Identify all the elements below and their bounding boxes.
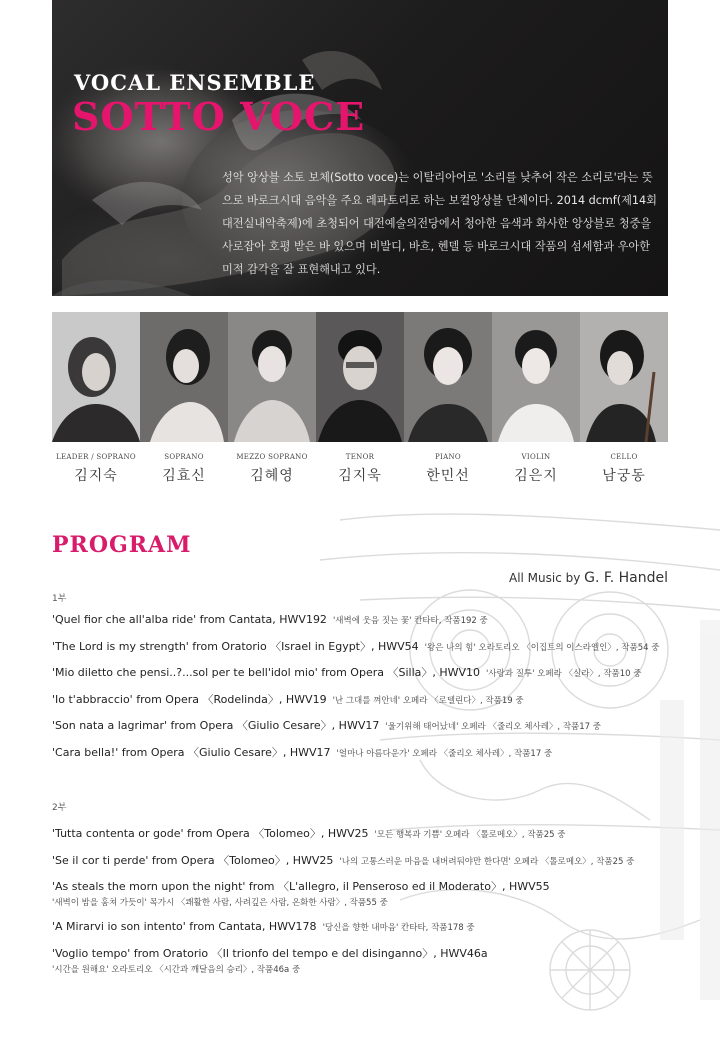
part-2-label: 2부: [52, 803, 67, 813]
work-title: 'Voglio tempo' from Oratorio 〈Il trionfo del tempo e del disinganno〉, HWV46a: [52, 946, 488, 960]
hero-banner: [52, 0, 668, 296]
member-card: [140, 312, 228, 486]
member-card: [228, 312, 316, 486]
ensemble-title: SOTTO VOCE: [72, 94, 366, 139]
composer-prefix: All Music by: [508, 571, 585, 585]
member-card: [52, 312, 140, 486]
part-2-program-list: [52, 822, 692, 982]
work-title: 'Mio diletto che pensi..?...sol per te bell'idol mio' from Opera 〈Silla〉, HWV10: [52, 666, 481, 679]
work-title-korean: '시간을 원해요' 오라토리오 〈시간과 깨달음의 승리〉, 작품46a 중: [52, 964, 301, 975]
member-name: 한민선: [426, 468, 470, 484]
work-title-korean: '얼마나 아름다운가' 오페라 〈줄리오 체사레〉, 작품17 중: [336, 748, 553, 759]
part-1-label: 1부: [52, 594, 67, 604]
work-title: 'Tutta contenta or gode' from Opera 〈Tolomeo〉, HWV25: [52, 827, 369, 840]
member-photo: [228, 312, 316, 442]
work-title: 'Quel fior che all'alba ride' from Cantata, HWV192: [52, 613, 327, 626]
work-title-korean: '나의 고통스러운 마음을 내버려둬야만 한다면' 오페라 〈톨로메오〉, 작품25 중: [339, 856, 635, 867]
member-name: 남궁동: [602, 468, 646, 484]
member-photo: [404, 312, 492, 442]
work-title-korean: '사랑과 질투' 오페라 〈실라〉, 작품10 중: [486, 669, 642, 679]
member-role: VIOLIN: [521, 453, 551, 461]
member-card: [580, 312, 668, 486]
work-title-korean: '새벽에 웃음 짓는 꽃' 칸타타, 작품192 중: [332, 616, 488, 626]
work-title: 'The Lord is my strength' from Oratorio 〈Israel in Egypt〉, HWV54: [52, 639, 419, 653]
member-card: [404, 312, 492, 486]
member-role: LEADER / SOPRANO: [56, 453, 136, 461]
member-role: TENOR: [345, 453, 375, 461]
member-role: MEZZO SOPRANO: [236, 453, 308, 461]
program-item: [52, 608, 692, 635]
member-role: SOPRANO: [164, 453, 204, 461]
member-name: 김지욱: [338, 468, 382, 484]
composer-name: G. F. Handel: [584, 570, 668, 586]
member-photo: [52, 312, 140, 442]
work-title-korean: '난 그대를 껴안네' 오페라 〈로델린다〉, 작품19 중: [332, 695, 524, 706]
work-title: 'Io t'abbraccio' from Opera 〈Rodelinda〉, HWV19: [52, 692, 327, 706]
program-heading: PROGRAM: [52, 532, 192, 558]
composer-credit: [509, 570, 668, 586]
ensemble-description: 성악 앙상블 소토 보체(Sotto voce)는 이탈리아어로 '소리를 낮추어 작은 소리로'라는 뜻으로 바로크시대 음악을 주요 레파토리로 하는 보컬앙상블 단체이다. 2014 dcmf(제14회대전실내악축제)에 초청되어 대전예술의전당에서 청아한 음색과 화사한 앙상블로 청중을 사로잡아 호평 받은 바 있으며 비발디, 바흐, 헨델 등 바로크시대 작품의 섬세함과 우아한 미적 감각을 잘 표현해내고 있다.: [222, 171, 657, 276]
program-item: [52, 822, 692, 849]
program-item: [52, 714, 692, 741]
program-item: [52, 849, 692, 876]
work-title: 'Son nata a lagrimar' from Opera 〈Giulio Cesare〉, HWV17: [52, 719, 380, 732]
member-photo: [580, 312, 668, 442]
ensemble-subtitle: VOCAL ENSEMBLE: [74, 70, 316, 95]
work-title-korean: '모든 행복과 기쁨' 오페라 〈톨로메오〉, 작품25 중: [374, 830, 566, 840]
work-title-korean: '당신을 향한 내마음' 칸타타, 작품178 중: [322, 923, 475, 933]
program-item: [52, 741, 692, 768]
program-item: [52, 942, 692, 982]
member-gallery: [52, 312, 668, 486]
work-title-korean: '새벽이 밤을 훔쳐 가듯이' 목가시 〈쾌활한 사람, 사려깊은 사람, 온화한 사람〉, 작품55 중: [52, 898, 388, 908]
program-item: [52, 915, 692, 942]
member-name: 김효신: [162, 468, 206, 484]
member-card: [492, 312, 580, 486]
member-card: [316, 312, 404, 486]
member-name: 김은지: [514, 468, 558, 484]
member-photo: [316, 312, 404, 442]
member-role: PIANO: [435, 453, 461, 461]
member-photo: [140, 312, 228, 442]
member-role: CELLO: [610, 453, 638, 461]
member-photo: [492, 312, 580, 442]
part-1-program-list: [52, 608, 692, 767]
work-title-korean: '울기위해 태어났네' 오페라 〈줄리오 체사레〉, 작품17 중: [385, 722, 601, 732]
member-name: 김지숙: [74, 468, 118, 484]
program-item: [52, 875, 692, 915]
member-name: 김혜영: [250, 468, 294, 484]
program-item: [52, 635, 692, 662]
work-title: 'Cara bella!' from Opera 〈Giulio Cesare〉, HWV17: [52, 745, 331, 759]
work-title: 'As steals the morn upon the night' from 〈L'allegro, il Penseroso ed il Moderato〉, HWV55: [52, 880, 550, 893]
program-item: [52, 688, 692, 715]
program-item: [52, 661, 692, 688]
work-title-korean: '왕은 나의 힘' 오라토리오 〈이집트의 이스라엘인〉, 작품54 중: [424, 642, 660, 653]
work-title: 'A Mirarvi io son intento' from Cantata, HWV178: [52, 920, 317, 933]
work-title: 'Se il cor ti perde' from Opera 〈Tolomeo〉, HWV25: [52, 853, 334, 867]
